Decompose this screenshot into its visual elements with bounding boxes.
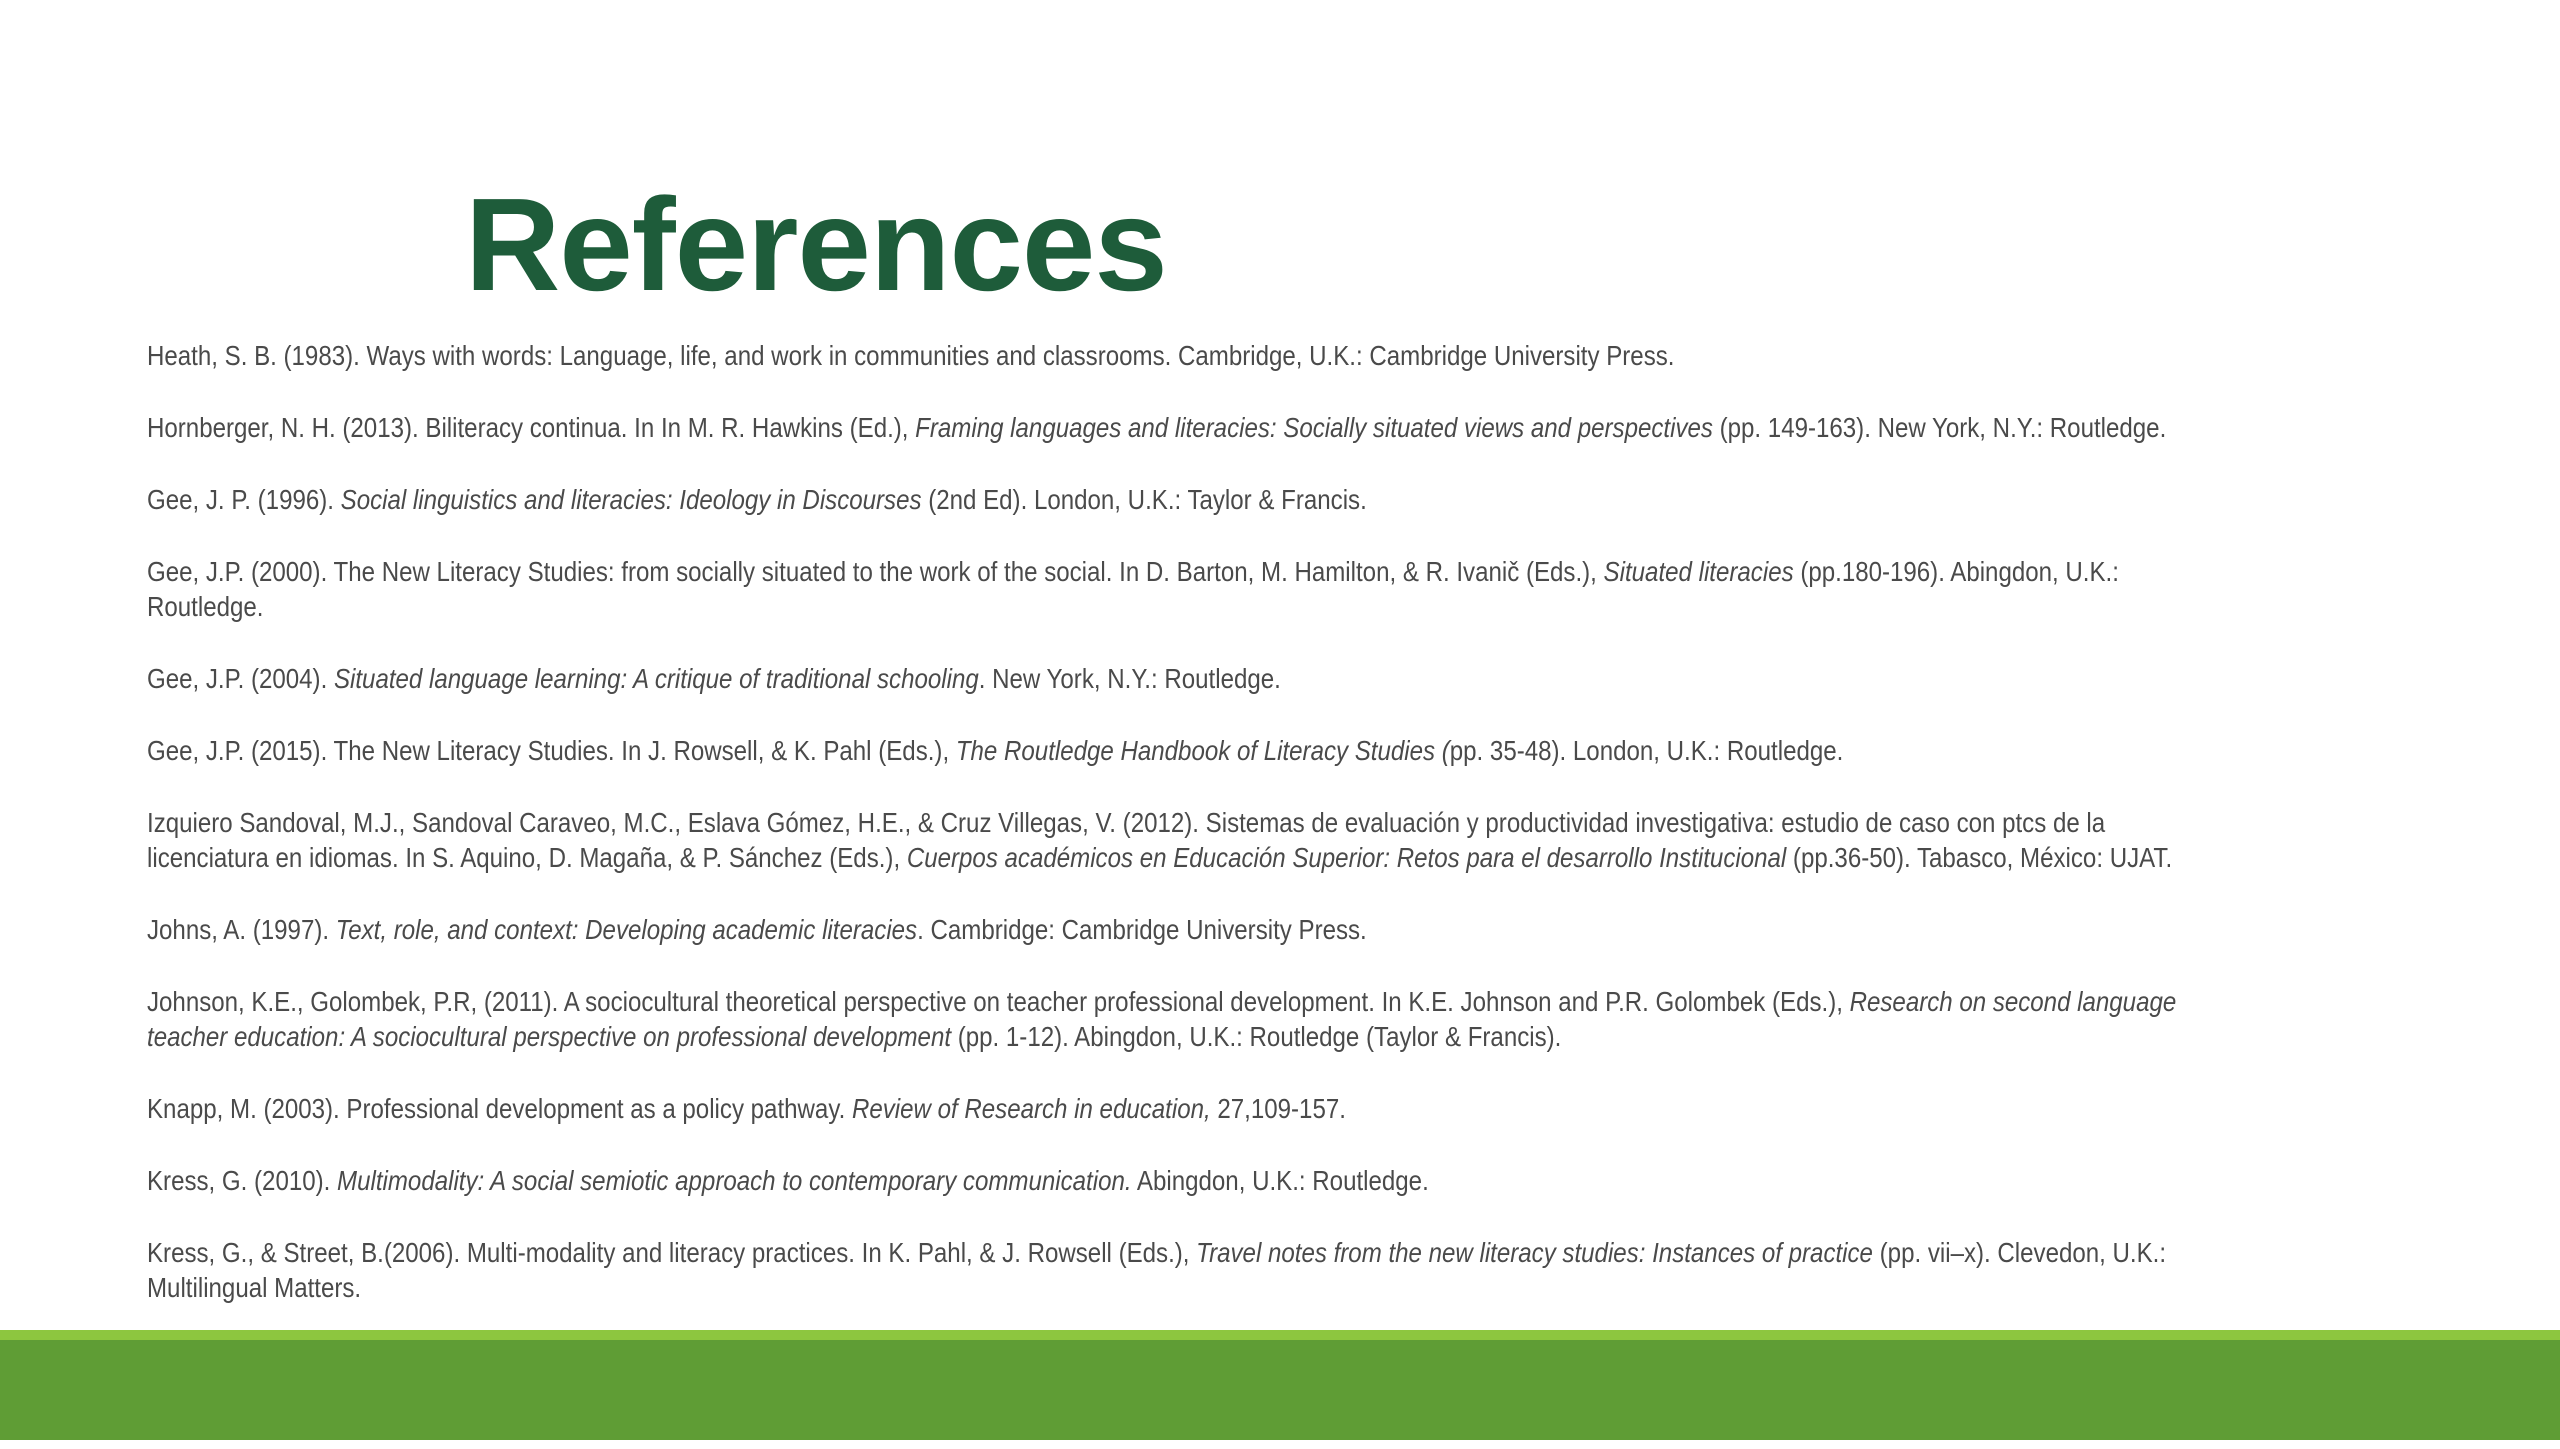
reference-text: Abingdon, U.K.: Routledge. — [1131, 1165, 1429, 1196]
reference-title: Review of Research in education, — [851, 1093, 1218, 1124]
reference-item — [147, 984, 2202, 1054]
footer-band-light — [0, 1330, 2560, 1340]
reference-text: Gee, J.P. (2004). — [147, 663, 334, 694]
reference-text: (pp.180-196). Abingdon, U.K.: Routledge. — [147, 556, 2119, 622]
reference-title: The Routledge Handbook of Literacy Studies ( — [955, 735, 1450, 766]
reference-list — [147, 338, 2202, 1449]
page-title: References — [465, 171, 1167, 318]
reference-text: . New York, N.Y.: Routledge. — [978, 663, 1281, 694]
reference-item — [147, 1235, 2202, 1305]
reference-item — [147, 733, 2202, 768]
reference-text: (2nd Ed). London, U.K.: Taylor & Francis. — [921, 484, 1367, 515]
reference-title: Social linguistics and literacies: Ideology in Discourses — [340, 484, 922, 515]
reference-title: Multimodality: A social semiotic approach to contemporary communication. — [337, 1165, 1132, 1196]
reference-item — [147, 1091, 2202, 1126]
reference-text: Heath, S. B. (1983). Ways with words: Language, life, and work in communities and classrooms. Cambridge, U.K.: Cambridge University Press. — [147, 340, 1675, 371]
reference-item — [147, 338, 2202, 373]
reference-text: Gee, J.P. (2015). The New Literacy Studies. In J. Rowsell, & K. Pahl (Eds.), — [147, 735, 956, 766]
reference-title: Travel notes from the new literacy studies: Instances of practice — [1196, 1237, 1873, 1268]
reference-item — [147, 410, 2202, 445]
reference-title: Research on second language teacher education: A sociocultural perspective on professional development — [147, 986, 2177, 1052]
reference-item — [147, 661, 2202, 696]
reference-text: Johnson, K.E., Golombek, P.R, (2011). A sociocultural theoretical perspective on teacher professional development. In K.E. Johnson and P.R. Golombek (Eds.), — [147, 986, 1850, 1017]
reference-text: Gee, J. P. (1996). — [147, 484, 341, 515]
reference-title: Situated literacies — [1603, 556, 1794, 587]
reference-text: Kress, G. (2010). — [147, 1165, 338, 1196]
reference-text: (pp. 149-163). New York, N.Y.: Routledge. — [1712, 412, 2167, 443]
reference-title: Framing languages and literacies: Socially situated views and perspectives — [915, 412, 1713, 443]
reference-text: (pp. vii–x). Clevedon, U.K.: Multilingual Matters. — [147, 1237, 2167, 1303]
reference-item — [147, 554, 2202, 624]
reference-text: Hornberger, N. H. (2013). Biliteracy continua. In In M. R. Hawkins (Ed.), — [147, 412, 916, 443]
reference-item — [147, 912, 2202, 947]
reference-text: . Cambridge: Cambridge University Press. — [917, 914, 1367, 945]
reference-item — [147, 805, 2202, 875]
reference-text: (pp. 1-12). Abingdon, U.K.: Routledge (Taylor & Francis). — [951, 1021, 1562, 1052]
reference-text: (pp.36-50). Tabasco, México: UJAT. — [1786, 842, 2173, 873]
reference-title: Cuerpos académicos en Educación Superior: Retos para el desarrollo Institucional — [906, 842, 1787, 873]
reference-text: Kress, G., & Street, B.(2006). Multi-modality and literacy practices. In K. Pahl, & J. Rowsell (Eds.), — [147, 1237, 1197, 1268]
reference-title: Text, role, and context: Developing academic literacies — [335, 914, 918, 945]
reference-text: Knapp, M. (2003). Professional development as a policy pathway. — [147, 1093, 852, 1124]
reference-title: Situated language learning: A critique of traditional schooling — [333, 663, 979, 694]
reference-item — [147, 482, 2202, 517]
reference-text: Johns, A. (1997). — [147, 914, 336, 945]
reference-text: pp. 35-48). London, U.K.: Routledge. — [1449, 735, 1844, 766]
footer-band-dark — [0, 1340, 2560, 1440]
reference-item — [147, 1163, 2202, 1198]
reference-text: Gee, J.P. (2000). The New Literacy Studies: from socially situated to the work of the social. In D. Barton, M. Hamilton, & R. Ivanič (Eds.), — [147, 556, 1604, 587]
reference-text: 27,109-157. — [1217, 1093, 1346, 1124]
reference-text: Izquiero Sandoval, M.J., Sandoval Caraveo, M.C., Eslava Gómez, H.E., & Cruz Villegas, V. (2012). Sistemas de evaluación y productividad investigativa: estudio de caso con ptcs de la licenciatura en idiomas. In S. Aquino, D. Magaña, & P. Sánchez (Eds.), — [147, 807, 2106, 873]
